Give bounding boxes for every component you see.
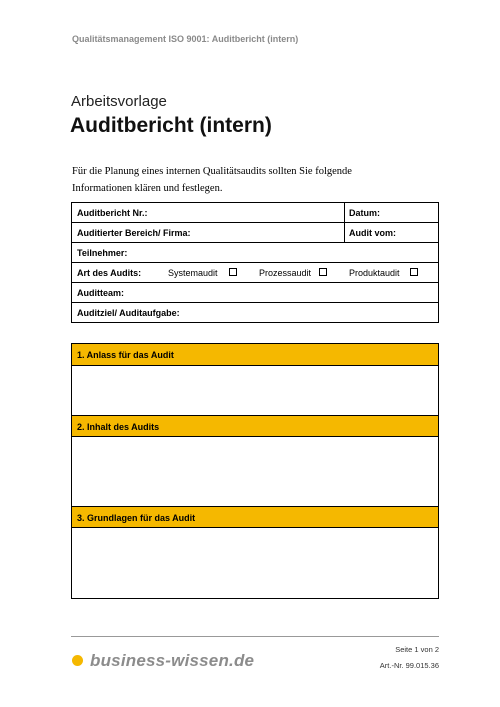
document-title: Auditbericht (intern)	[70, 114, 272, 137]
participants-label: Teilnehmer:	[77, 248, 128, 258]
audit-info-table	[71, 202, 439, 323]
date-label: Datum:	[349, 208, 380, 218]
audit-goal-label: Auditziel/ Auditaufgabe:	[77, 308, 180, 318]
article-number: Art.-Nr. 99.015.36	[379, 661, 439, 670]
intro-text	[72, 163, 402, 197]
intro-line-2: Informationen klären und festlegen.	[72, 183, 223, 194]
audit-type-label: Art des Audits:	[77, 268, 142, 278]
brand-logo: business-wissen.de	[90, 651, 255, 670]
page-number: Seite 1 von 2	[395, 645, 439, 654]
audit-team-label: Auditteam:	[77, 288, 124, 298]
system-audit-checkbox[interactable]	[229, 268, 237, 276]
document-subtitle: Arbeitsvorlage	[71, 93, 167, 110]
column-divider	[344, 203, 345, 222]
process-audit-checkbox[interactable]	[319, 268, 327, 276]
product-audit-checkbox[interactable]	[410, 268, 418, 276]
report-number-label: Auditbericht Nr.:	[77, 208, 148, 218]
row-participants	[72, 243, 438, 263]
running-header: Qualitätsmanagement ISO 9001: Auditbericht (intern)	[72, 34, 299, 44]
footer-divider	[71, 636, 439, 637]
row-audited-area	[72, 223, 438, 243]
section-heading-1: 1. Anlass für das Audit	[72, 344, 438, 366]
section-heading-3: 3. Grundlagen für das Audit	[72, 506, 438, 528]
column-divider	[344, 223, 345, 242]
audited-area-label: Auditierter Bereich/ Firma:	[77, 228, 191, 238]
row-audit-goal	[72, 303, 438, 323]
section-heading-2: 2. Inhalt des Audits	[72, 415, 438, 437]
option-product-audit-label: Produktaudit	[349, 268, 400, 278]
option-process-audit-label: Prozessaudit	[259, 268, 312, 278]
row-audit-team	[72, 283, 438, 303]
audit-sections-table	[71, 343, 439, 599]
audit-from-label: Audit vom:	[349, 228, 396, 238]
row-audit-type	[72, 263, 438, 283]
option-system-audit-label: Systemaudit	[168, 268, 218, 278]
row-report-number	[72, 203, 438, 223]
intro-line-1: Für die Planung eines internen Qualitätsaudits sollten Sie folgende	[72, 166, 352, 177]
logo-dot-icon	[72, 655, 83, 666]
